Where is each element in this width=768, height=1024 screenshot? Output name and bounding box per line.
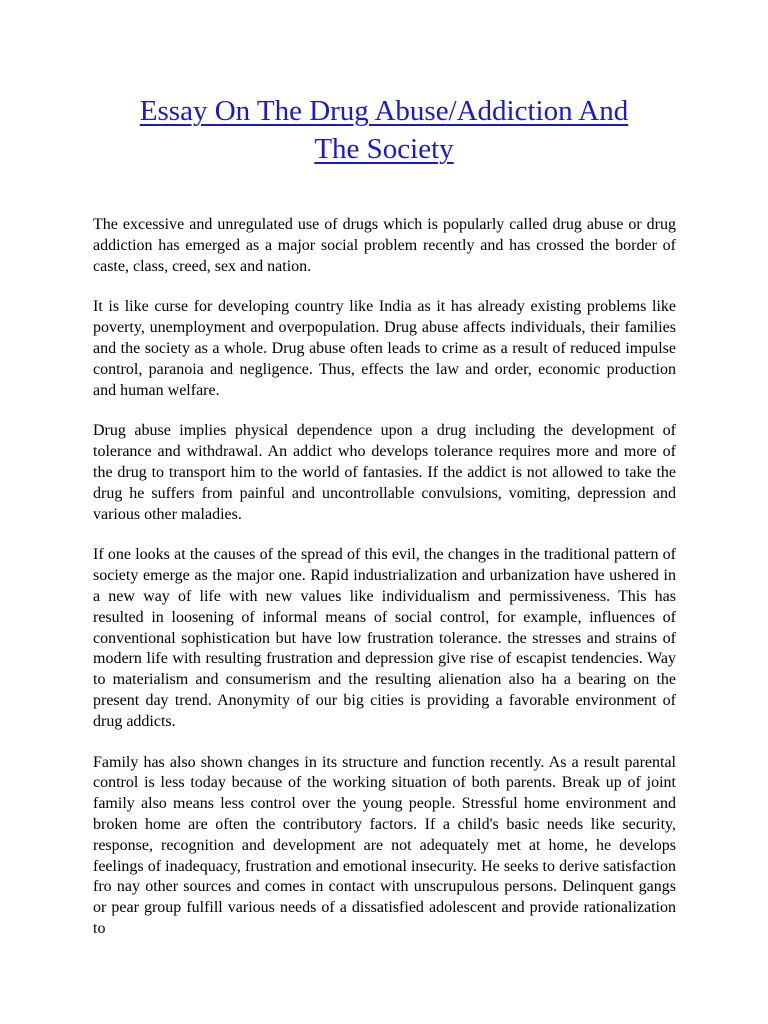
paragraph-4: If one looks at the causes of the spread of this evil, the changes in the traditional pattern of society emerge as the major one. Rapid industrialization and urbanization have ushered in a new way of life with new values like individualism and permissiveness. This has resulted in loosening of informal means of social control, for example, influences of conventional sophistication but have low frustration tolerance. the stresses and strains of modern life with resulting frustration and depression give rise of escapist tendencies. Way to materialism and consumerism and the resulting alienation also ha a bearing on the present day trend. Anonymity of our big cities is providing a favorable environment of drug addicts. <box>93 546 676 730</box>
paragraph-1: The excessive and unregulated use of drugs which is popularly called drug abuse or drug addiction has emerged as a major social problem recently and has crossed the border of caste, class, creed, sex and nation. <box>93 216 676 275</box>
essay-body <box>93 215 676 960</box>
paragraph-3: Drug abuse implies physical dependence upon a drug including the development of tolerance and withdrawal. An addict who develops tolerance requires more and more of the drug to transport him to the world of fantasies. If the addict is not allowed to take the drug he suffers from painful and uncontrollable convulsions, vomiting, depression and various other maladies. <box>93 422 676 523</box>
essay-title-line-2: The Society <box>314 133 454 165</box>
paragraph-2: It is like curse for developing country like India as it has already existing problems like poverty, unemployment and overpopulation. Drug abuse affects individuals, their families and the society as a whole. Drug abuse often leads to crime as a result of reduced impulse control, paranoia and negligence. Thus, effects the law and order, economic production and human welfare. <box>93 298 676 399</box>
essay-title <box>0 92 768 168</box>
paragraph-5: Family has also shown changes in its structure and function recently. As a result parental control is less today because of the working situation of both parents. Break up of joint family also means less control over the young people. Stressful home environment and broken home are often the contributory factors. If a child's basic needs like security, response, recognition and development are not adequately met at home, he develops feelings of inadequacy, frustration and emotional insecurity. He seeks to derive satisfaction fro nay other sources and comes in contact with unscrupulous persons. Delinquent gangs or pear group fulfill various needs of a dissatisfied adolescent and provide rationalization to <box>93 753 676 937</box>
essay-title-line-1: Essay On The Drug Abuse/Addiction And <box>139 95 629 127</box>
